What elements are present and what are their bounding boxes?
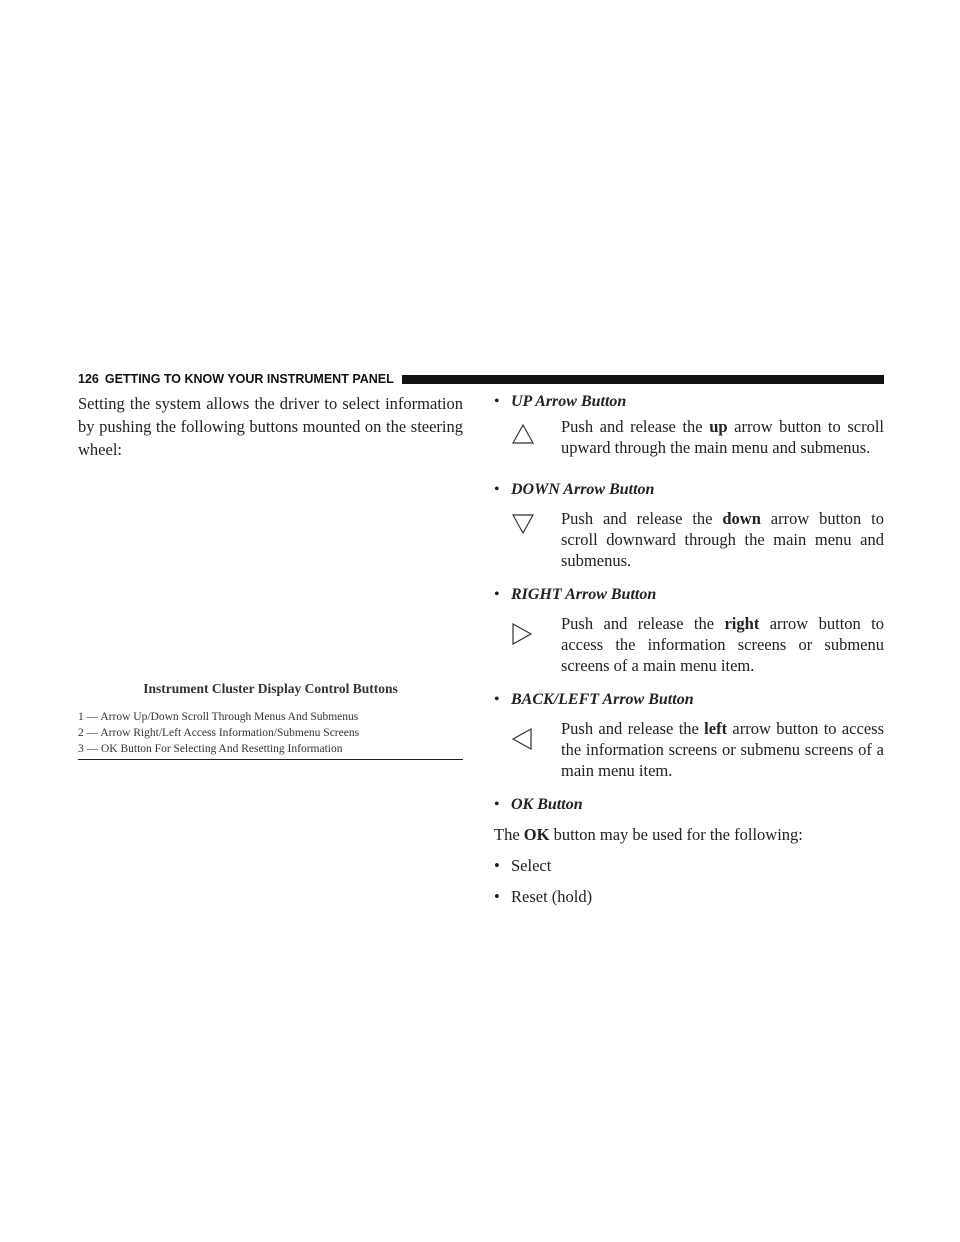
ok-item-reset: Reset (hold) (511, 887, 593, 906)
bullet: • (494, 887, 500, 906)
page-number: 126 (78, 372, 99, 386)
page-header (78, 370, 884, 388)
bullet: • (494, 856, 500, 875)
caption-title: Instrument Cluster Display Control Buttons (143, 681, 398, 696)
left-arrow-section (494, 690, 884, 781)
bullet: • (494, 393, 500, 410)
up-arrow-icon (512, 424, 534, 449)
ok-heading: OK Button (511, 796, 583, 813)
ok-list-item (494, 886, 884, 908)
down-arrow-heading: DOWN Arrow Button (511, 481, 655, 498)
down-arrow-section (494, 480, 884, 571)
right-arrow-heading: RIGHT Arrow Button (511, 586, 657, 603)
right-column (494, 392, 884, 908)
left-arrow-description: Push and release the left arrow button to access the information screens or submenu screens of a main menu item. (561, 719, 884, 780)
caption-legend (78, 709, 463, 757)
section-title: GETTING TO KNOW YOUR INSTRUMENT PANEL (104, 372, 394, 386)
ok-item-select: Select (511, 856, 552, 875)
left-arrow-icon (512, 728, 532, 755)
right-arrow-section (494, 585, 884, 676)
intro-paragraph: Setting the system allows the driver to select information by pushing the following buttons mounted on the steering wheel: (78, 394, 463, 459)
legend-item: 1 — Arrow Up/Down Scroll Through Menus And Submenus (78, 711, 359, 723)
caption-rule (78, 759, 463, 760)
bullet: • (494, 796, 500, 813)
right-arrow-description: Push and release the right arrow button to access the information screens or submenu screens of a main menu item. (561, 614, 885, 675)
up-arrow-heading: UP Arrow Button (511, 393, 627, 410)
down-arrow-description: Push and release the down arrow button to scroll downward through the main menu and submenus. (561, 509, 885, 570)
ok-paragraph: The OK button may be used for the following: (494, 825, 803, 844)
right-arrow-icon (512, 623, 532, 650)
header-rule (402, 375, 884, 384)
ok-list-item (494, 855, 884, 877)
bullet: • (494, 481, 500, 498)
left-column (78, 392, 463, 461)
bullet: • (494, 586, 500, 603)
bullet: • (494, 691, 500, 708)
figure-caption (78, 681, 463, 760)
legend-item: 2 — Arrow Right/Left Access Information/Submenu Screens (78, 727, 360, 739)
ok-section (494, 795, 884, 908)
up-arrow-description: Push and release the up arrow button to scroll upward through the main menu and submenus. (561, 417, 884, 457)
up-arrow-section (494, 392, 884, 458)
left-arrow-heading: BACK/LEFT Arrow Button (511, 691, 694, 708)
down-arrow-icon (512, 514, 534, 539)
legend-item: 3 — OK Button For Selecting And Resetting Information (78, 743, 343, 755)
